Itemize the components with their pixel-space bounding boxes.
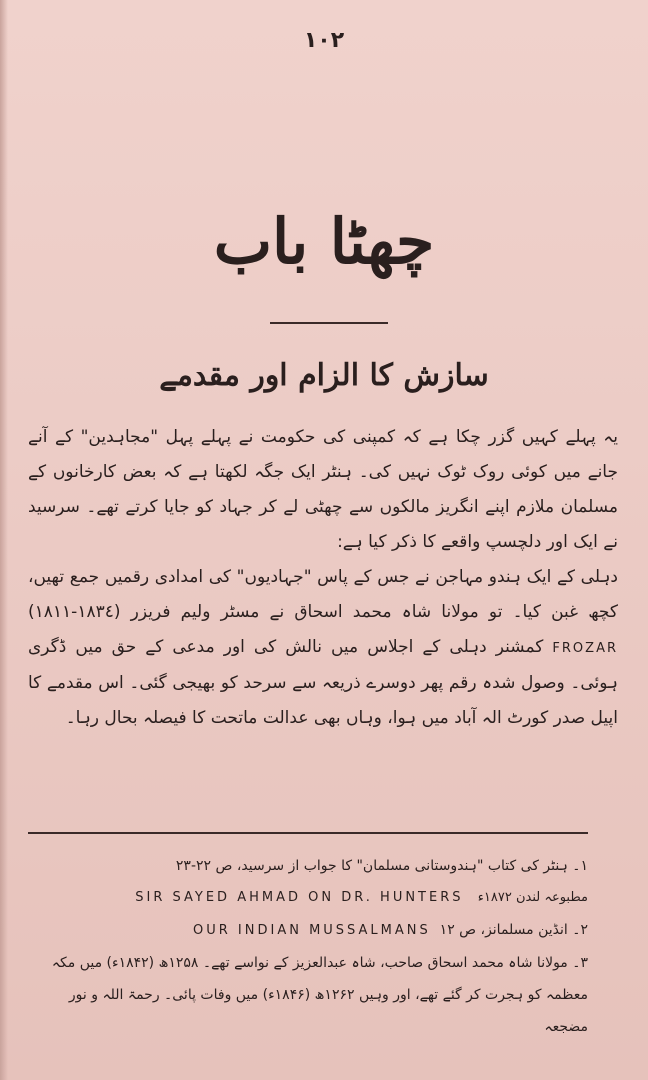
footnote-1-urdu: ۱۔ ہنٹر کی کتاب "ہندوستانی مسلمان" کا جواب از سرسید، ص ۲۲-۲۳	[175, 858, 588, 874]
chapter-title: چھٹا باب	[213, 205, 435, 278]
paragraph-2-cont: کمشنر دہلی کے اجلاس میں نالش کی اور مدعی کے حق میں ڈگری ہوئی۔ وصول شدہ رقم پھر دوسرے ذریعہ سے سرحد کو بھیجی گئی۔ اس مقدمے کا اپیل صدر کورٹ الہ آباد میں ہوا، وہاں بھی عدالت ماتحت کا فیصلہ بحال رہا۔	[28, 637, 618, 728]
paragraph-2-text: دہلی کے ایک ہندو مہاجن نے جس کے پاس "جہادیوں" کی امدادی رقمیں جمع تھیں، کچھ غبن کیا۔ تو مولانا شاہ محمد اسحاق نے مسٹر ولیم فریزر (١٨٣٤-١٨١١)	[28, 567, 618, 622]
frozar-latin: FROZAR	[552, 641, 618, 656]
page-edge-shadow	[0, 0, 8, 1080]
footnote-1-pub: مطبوعہ لندن ۱۸۷۲ء	[477, 890, 588, 905]
body-text	[28, 420, 618, 736]
paragraph-2	[28, 560, 618, 736]
title-divider	[270, 322, 388, 324]
footnote-2	[28, 914, 588, 947]
footnote-3: ۳۔ مولانا شاہ محمد اسحاق صاحب، شاہ عبدالعزیز کے نواسے تھے۔ ۱۲۵۸ھ (۱۸۴۲ء) میں مکہ معظمہ کو ہجرت کر گئے تھے، اور وہیں ۱۲۶۲ھ (۱۸۴۶ء) میں وفات پائی۔ رحمۃ اللہ و نور مضجعہ	[51, 955, 588, 1035]
section-title: سازش کا الزام اور مقدمے	[159, 358, 489, 393]
footnote-1	[28, 850, 588, 882]
page-number: ١٠٢	[303, 28, 345, 53]
footnote-divider	[28, 832, 588, 834]
footnote-1-english	[28, 882, 588, 914]
footnote-1-en: SIR SAYED AHMAD ON DR. HUNTERS	[135, 890, 464, 905]
footnote-2-urdu: ۲۔ انڈین مسلمانز، ص ۱۲	[439, 922, 588, 938]
footnotes	[28, 850, 588, 1043]
footnote-2-en: OUR INDIAN MUSSALMANS	[193, 923, 431, 938]
paragraph-1: یہ پہلے کہیں گزر چکا ہے کہ کمپنی کی حکومت نے پہلے پہل "مجاہدین" کے آنے جانے میں کوئی روک ٹوک نہیں کی۔ ہنٹر ایک جگہ لکھتا ہے کہ بعض کارخانوں کے مسلمان ملازم اپنے انگریز مالکوں سے چھٹی لے کر جہاد کو جایا کرتے تھے۔ سرسید نے ایک اور دلچسپ واقعے کا ذکر کیا ہے:	[28, 427, 618, 552]
